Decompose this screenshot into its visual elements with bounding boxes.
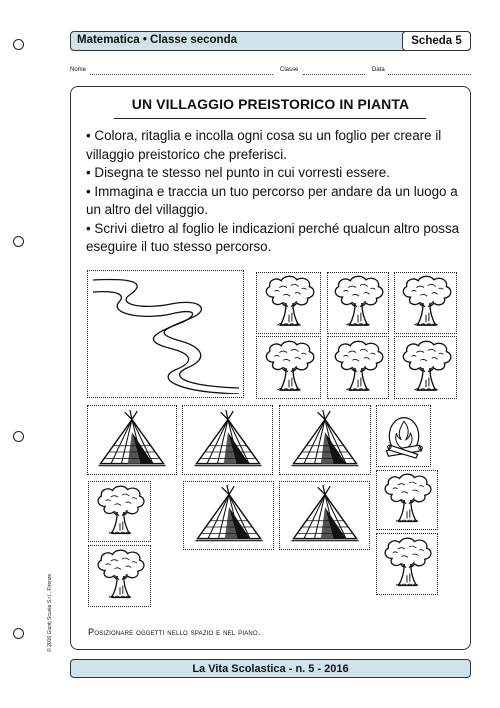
tree-icon — [397, 339, 455, 397]
date-label: Data — [372, 67, 385, 73]
tree-icon — [329, 274, 387, 332]
instruction-2: • Disegna te stesso nel punto in cui vorresti essere. — [86, 165, 390, 180]
class-field[interactable] — [303, 74, 365, 75]
student-fields — [70, 67, 471, 81]
tree-icon — [397, 274, 455, 332]
magazine-footer: La Vita Scolastica - n. 5 - 2016 — [70, 659, 471, 678]
copyright-note: © 2016 Giunti Scuola S.r.l., Firenze — [47, 573, 53, 652]
instruction-4: • Scrivi dietro al foglio le indicazioni perché qualcun altro possa eseguire il tuo stesso percorso. — [86, 220, 460, 254]
tent-cutout-4[interactable] — [183, 481, 274, 550]
tent-cutout-2[interactable] — [182, 405, 273, 475]
date-field[interactable] — [388, 74, 471, 75]
title-underline — [114, 118, 426, 119]
tree-icon — [92, 484, 148, 540]
page-title: UN VILLAGGIO PREISTORICO IN PIANTA — [131, 96, 410, 112]
name-label: Nome — [70, 67, 87, 73]
tree-cutout-4[interactable] — [256, 336, 321, 399]
class-label: Classe — [280, 67, 299, 73]
river-cutout[interactable] — [87, 270, 244, 398]
tree-icon — [260, 274, 318, 332]
tree-cutout-1[interactable] — [256, 272, 321, 334]
instruction-3: • Immagina e traccia un tuo percorso per andare da un luogo a un altro del villaggio. — [86, 183, 458, 217]
tree-icon — [379, 472, 435, 528]
campfire-icon — [381, 408, 427, 464]
tent-cutout-5[interactable] — [279, 481, 370, 550]
tent-icon — [186, 409, 270, 472]
tree-cutout-2[interactable] — [327, 272, 389, 334]
binder-hole-3 — [13, 431, 24, 442]
binder-hole-2 — [13, 236, 24, 247]
tree-icon — [260, 339, 318, 397]
tree-icon — [329, 339, 387, 397]
instruction-1: • Colora, ritaglia e incolla ogni cosa su un foglio per creare il villaggio preistorico che preferisci. — [86, 128, 442, 162]
tree-cutout-7[interactable] — [88, 481, 151, 542]
topic-note: Posizionare oggetti nello spazio e nel piano. — [88, 627, 261, 637]
tree-cutout-8[interactable] — [376, 470, 438, 530]
tent-cutout-1[interactable] — [87, 405, 177, 475]
binder-hole-4 — [13, 628, 24, 639]
header-bar — [70, 31, 471, 51]
tent-icon — [187, 484, 271, 547]
subject-label: Matematica • Classe seconda — [77, 34, 237, 46]
tree-icon — [379, 536, 435, 592]
tree-cutout-9[interactable] — [88, 545, 151, 607]
campfire-cutout[interactable] — [376, 405, 431, 467]
sheet-number: Scheda 5 — [402, 31, 471, 51]
tree-cutout-6[interactable] — [394, 336, 457, 399]
tent-icon — [90, 409, 174, 472]
tent-icon — [283, 484, 367, 547]
binder-hole-1 — [13, 39, 24, 50]
tree-cutout-5[interactable] — [327, 336, 389, 399]
tent-cutout-3[interactable] — [279, 405, 371, 475]
tree-icon — [92, 548, 148, 604]
tree-cutout-3[interactable] — [394, 272, 457, 334]
tent-icon — [283, 409, 367, 472]
instructions — [86, 127, 466, 257]
name-field[interactable] — [90, 74, 273, 75]
tree-cutout-10[interactable] — [376, 533, 438, 595]
river-icon — [91, 274, 241, 394]
